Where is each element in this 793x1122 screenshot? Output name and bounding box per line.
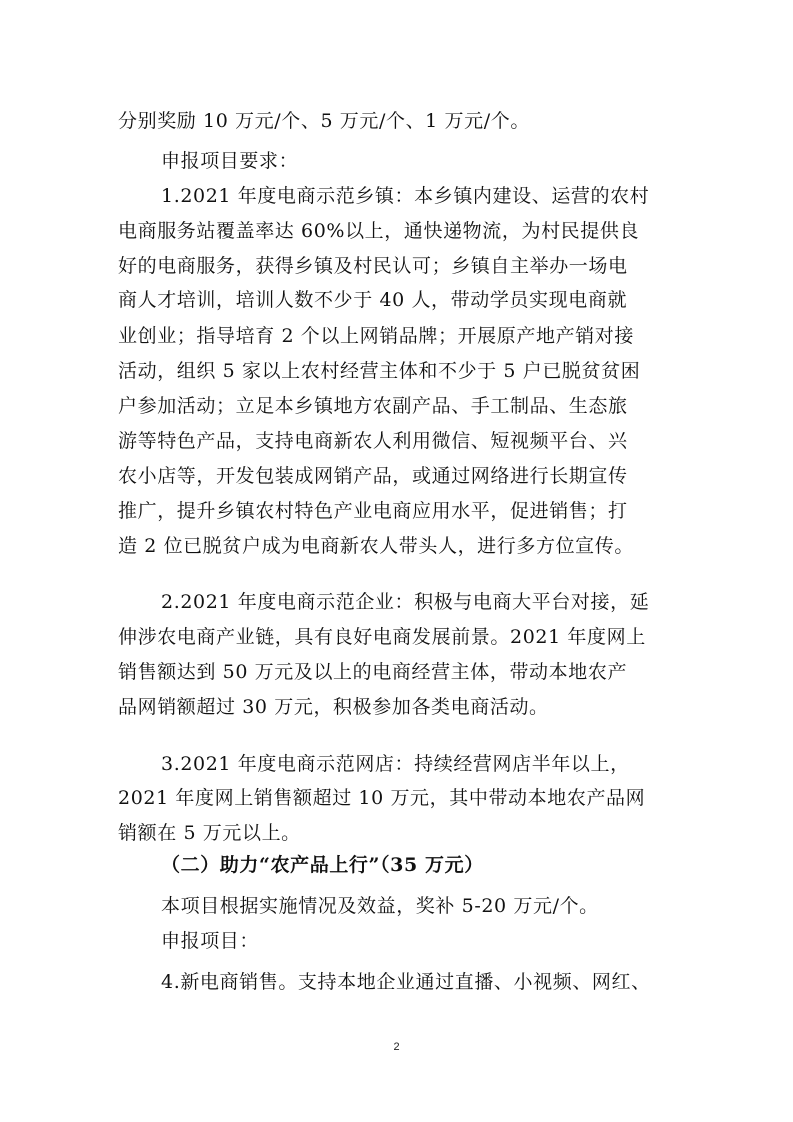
list-item-1-line: 推广，提升乡镇农村特色产业电商应用水平，促进销售；打 — [118, 500, 628, 522]
list-item-4-line: 4.新电商销售。支持本地企业通过直播、小视频、网红、 — [161, 971, 651, 993]
list-item-1-line: 好的电商服务，获得乡镇及村民认可；乡镇自主举办一场电 — [118, 255, 628, 277]
body-text-line: 本项目根据实施情况及效益，奖补 5-20 万元/个。 — [161, 895, 599, 917]
list-item-2-line: 品网销额超过 30 万元，积极参加各类电商活动。 — [118, 696, 549, 718]
list-item-2-line: 销售额达到 50 万元及以上的电商经营主体，带动本地农产 — [118, 661, 628, 683]
list-item-1-line: 农小店等，开发包装成网销产品，或通过网络进行长期宣传 — [118, 465, 628, 487]
body-text-line: 分别奖励 10 万元/个、5 万元/个、1 万元/个。 — [118, 110, 530, 132]
list-item-1-line: 户参加活动；立足本乡镇地方农副产品、手工制品、生态旅 — [118, 395, 628, 417]
page-number: 2 — [393, 1041, 400, 1053]
list-item-2-line: 伸涉农电商产业链，具有良好电商发展前景。2021 年度网上 — [118, 626, 646, 648]
section-label: 申报项目： — [161, 930, 260, 952]
section-heading: （二）助力“农产品上行”（35 万元） — [161, 854, 484, 876]
list-item-2-line: 2.2021 年度电商示范企业：积极与电商大平台对接，延 — [161, 591, 650, 613]
list-item-3-line: 3.2021 年度电商示范网店：持续经营网店半年以上， — [161, 753, 630, 775]
list-item-1-line: 商人才培训，培训人数不少于 40 人，带动学员实现电商就 — [118, 289, 628, 311]
list-item-1-line: 业创业；指导培育 2 个以上网销品牌；开展原产地产销对接 — [118, 325, 634, 347]
list-item-1-line: 1.2021 年度电商示范乡镇：本乡镇内建设、运营的农村 — [161, 185, 650, 207]
section-label: 申报项目要求： — [161, 150, 299, 172]
list-item-1-line: 游等特色产品，支持电商新农人利用微信、短视频平台、兴 — [118, 430, 628, 452]
list-item-3-line: 销额在 5 万元以上。 — [118, 822, 301, 844]
list-item-3-line: 2021 年度网上销售额超过 10 万元，其中带动本地农产品网 — [118, 787, 646, 809]
list-item-1-line: 造 2 位已脱贫户成为电商新农人带头人，进行多方位宣传。 — [118, 535, 634, 557]
list-item-1-line: 电商服务站覆盖率达 60%以上，通快递物流，为村民提供良 — [118, 220, 640, 242]
list-item-1-line: 活动，组织 5 家以上农村经营主体和不少于 5 户已脱贫贫困 — [118, 360, 641, 382]
